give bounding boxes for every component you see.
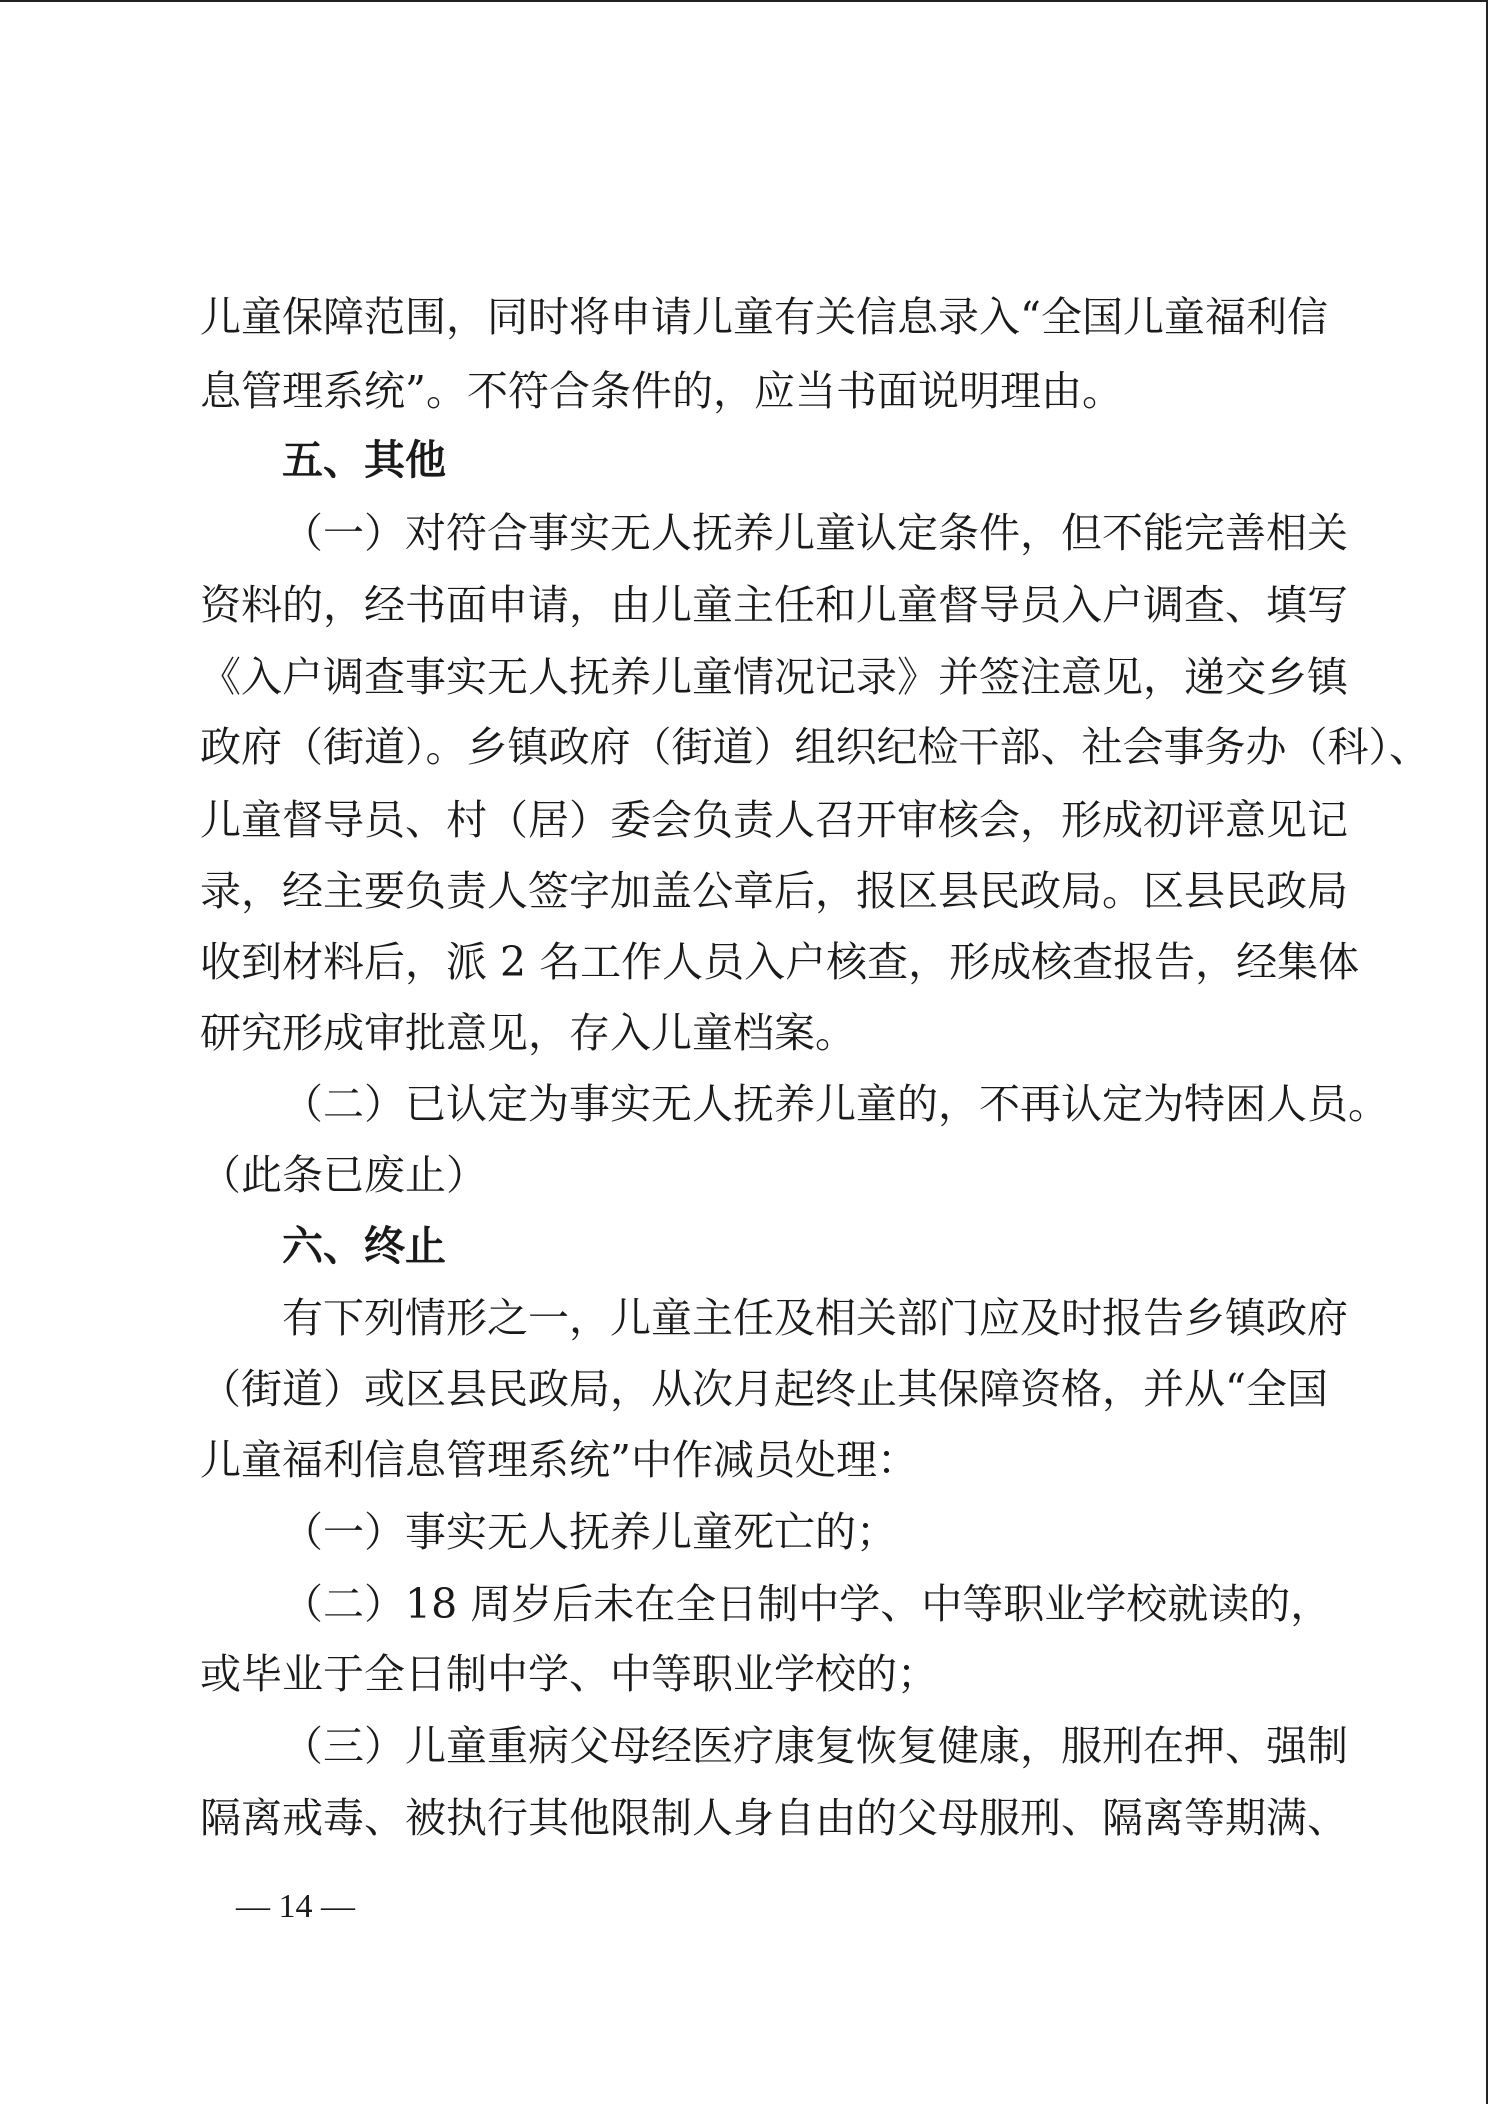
body-line-12: （二）已认定为事实无人抚养儿童的，不再认定为特困人员。 xyxy=(282,1080,1389,1128)
body-line-19: （二）18 周岁后未在全日制中学、中等职业学校就读的， xyxy=(282,1580,1332,1628)
body-line-2: 息管理系统”。不符合条件的，应当书面说明理由。 xyxy=(200,367,1123,415)
body-line-20: 或毕业于全日制中学、中等职业学校的； xyxy=(200,1650,938,1698)
body-line-7: 政府（街道）。乡镇政府（街道）组织纪检干部、社会事务办（科）、 xyxy=(200,723,1430,771)
body-line-21: （三）儿童重病父母经医疗康复恢复健康，服刑在押、强制 xyxy=(282,1722,1348,1770)
body-line-22: 隔离戒毒、被执行其他限制人身自由的父母服刑、隔离等期满、 xyxy=(200,1794,1348,1842)
body-line-5: 资料的，经书面申请，由儿童主任和儿童督导员入户调查、填写 xyxy=(200,581,1348,629)
section-heading-termination: 六、终止 xyxy=(282,1222,446,1270)
body-line-17: 儿童福利信息管理系统”中作减员处理： xyxy=(200,1436,918,1484)
body-line-11: 研究形成审批意见，存入儿童档案。 xyxy=(200,1009,856,1057)
body-line-16: （街道）或区县民政局，从次月起终止其保障资格，并从“全国 xyxy=(200,1365,1328,1413)
body-line-13: （此条已废止） xyxy=(200,1151,487,1199)
body-line-10: 收到材料后，派 2 名工作人员入户核查，形成核查报告，经集体 xyxy=(200,938,1360,986)
body-line-15: 有下列情形之一，儿童主任及相关部门应及时报告乡镇政府 xyxy=(282,1294,1348,1342)
body-line-1: 儿童保障范围，同时将申请儿童有关信息录入“全国儿童福利信 xyxy=(200,293,1328,341)
page-number: — 14 — xyxy=(236,1888,355,1925)
section-heading-other: 五、其他 xyxy=(282,436,446,484)
body-line-8: 儿童督导员、村（居）委会负责人召开审核会，形成初评意见记 xyxy=(200,796,1348,844)
body-line-18: （一）事实无人抚养儿童死亡的； xyxy=(282,1508,897,1556)
page-top-border xyxy=(0,0,1488,2)
body-line-4: （一）对符合事实无人抚养儿童认定条件，但不能完善相关 xyxy=(282,509,1348,557)
body-line-6: 《入户调查事实无人抚养儿童情况记录》并签注意见，递交乡镇 xyxy=(200,653,1348,701)
body-line-9: 录，经主要负责人签字加盖公章后，报区县民政局。区县民政局 xyxy=(200,867,1348,915)
